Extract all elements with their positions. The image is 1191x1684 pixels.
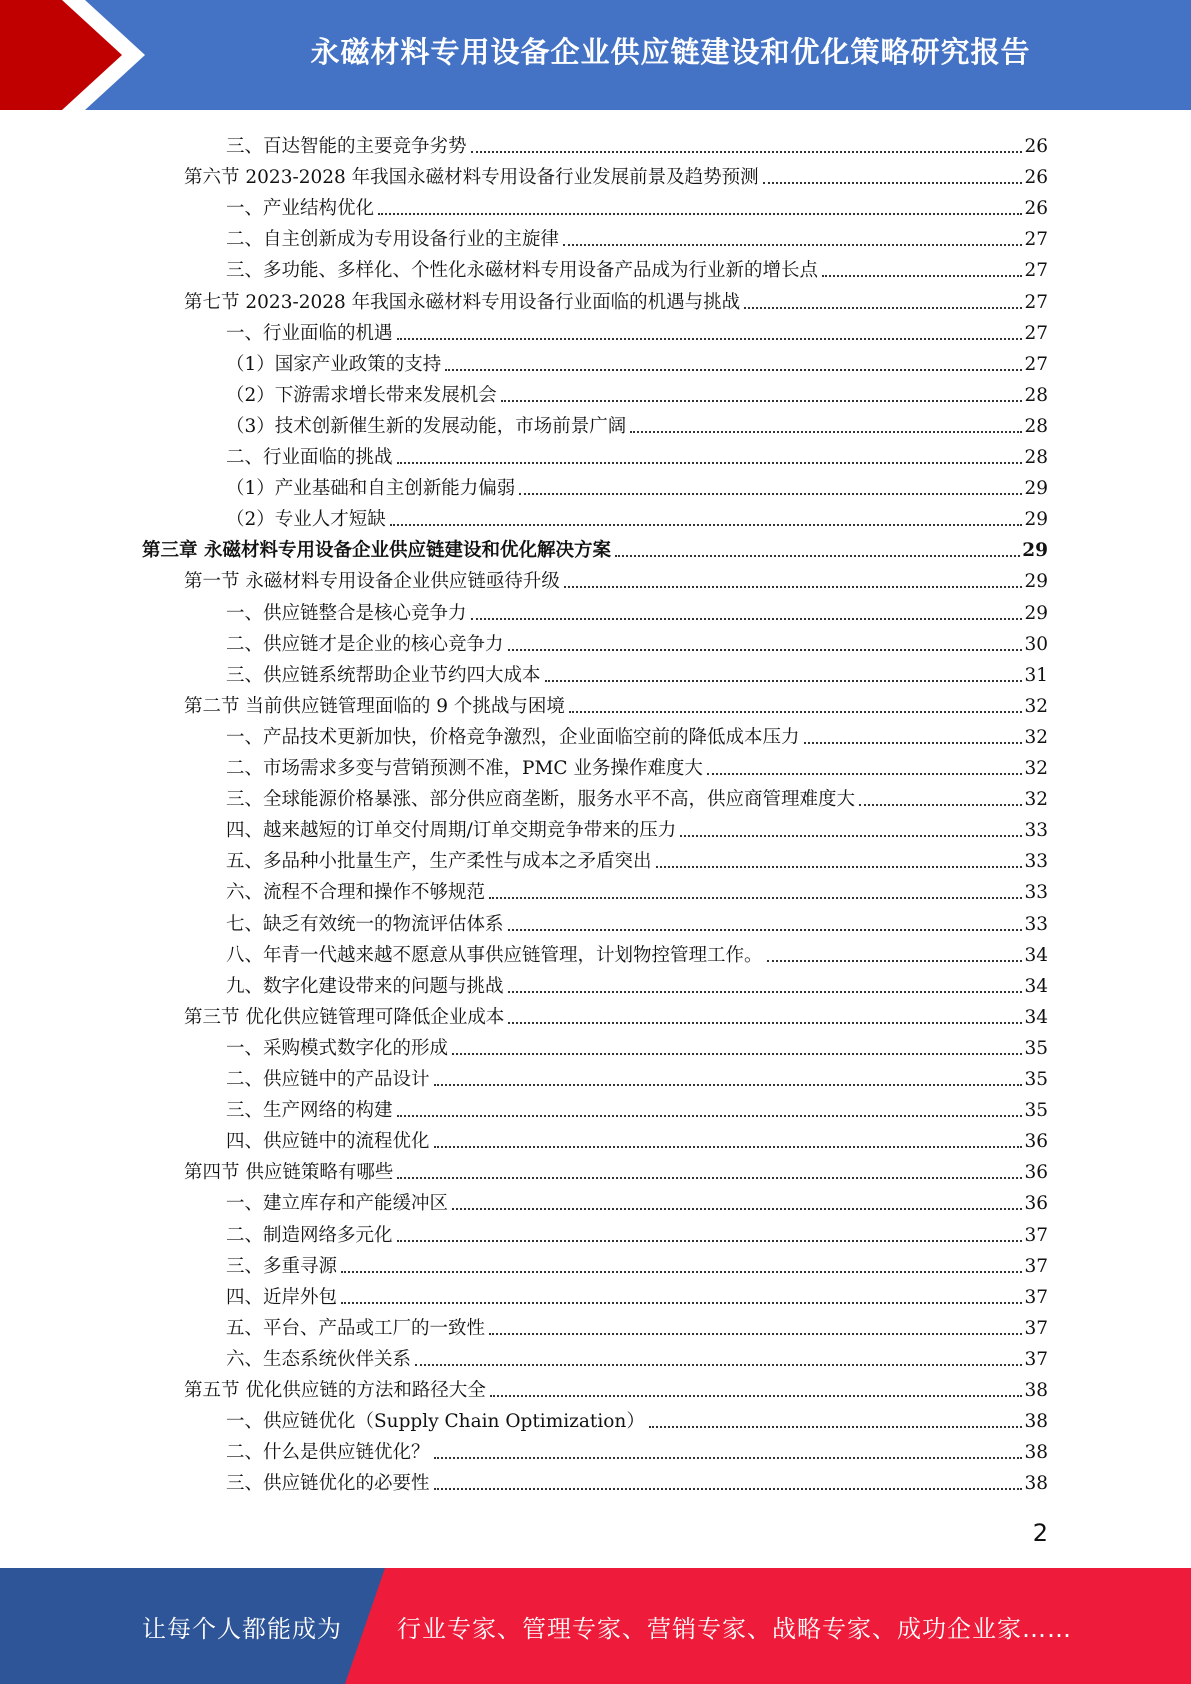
toc-dot-leader bbox=[489, 1333, 1022, 1335]
page-number: 2 bbox=[1032, 1519, 1048, 1547]
toc-dot-leader bbox=[434, 1488, 1023, 1490]
toc-dot-leader bbox=[397, 338, 1023, 340]
toc-dot-leader bbox=[434, 1146, 1023, 1148]
toc-entry-label: 六、流程不合理和操作不够规范 bbox=[226, 882, 486, 904]
toc-entry-page: 29 bbox=[1024, 509, 1048, 531]
toc-dot-leader bbox=[519, 493, 1022, 495]
toc-entry-page: 28 bbox=[1024, 415, 1048, 437]
toc-entry-page: 38 bbox=[1024, 1473, 1048, 1495]
toc-entry-label: （1）国家产业政策的支持 bbox=[226, 353, 442, 375]
toc-dot-leader bbox=[569, 711, 1023, 713]
toc-entry-label: 六、生态系统伙伴关系 bbox=[226, 1348, 412, 1370]
toc-entry-label: 第六节 2023-2028 年我国永磁材料专用设备行业发展前景及趋势预测 bbox=[184, 167, 759, 189]
toc-dot-leader bbox=[341, 1271, 1022, 1273]
page-footer bbox=[0, 1568, 1191, 1684]
toc-dot-leader bbox=[545, 680, 1023, 682]
toc-entry[interactable] bbox=[226, 811, 1048, 842]
toc-entry-label: 一、行业面临的机遇 bbox=[226, 322, 393, 344]
header-title: 永磁材料专用设备企业供应链建设和优化策略研究报告 bbox=[310, 34, 1031, 69]
toc-entry-page: 27 bbox=[1024, 353, 1048, 375]
toc-entry[interactable] bbox=[226, 936, 1048, 967]
toc-dot-leader bbox=[341, 1302, 1022, 1304]
toc-entry[interactable] bbox=[184, 1153, 1048, 1184]
toc-entry-page: 29 bbox=[1024, 478, 1048, 500]
toc-entry-page: 36 bbox=[1024, 1162, 1048, 1184]
toc-dot-leader bbox=[564, 586, 1023, 588]
toc-entry-label: 二、行业面临的挑战 bbox=[226, 447, 393, 468]
toc-entry-label: 二、自主创新成为专用设备行业的主旋律 bbox=[226, 229, 560, 251]
toc-entry[interactable] bbox=[226, 780, 1048, 811]
toc-entry-page: 27 bbox=[1024, 229, 1048, 251]
toc-entry-page: 35 bbox=[1024, 1100, 1048, 1122]
toc-entry[interactable] bbox=[226, 1247, 1048, 1278]
toc-entry-page: 38 bbox=[1024, 1442, 1048, 1464]
toc-dot-leader bbox=[680, 835, 1022, 837]
toc-entry-label: 九、数字化建设带来的问题与挑战 bbox=[226, 975, 504, 997]
toc-entry-page: 27 bbox=[1024, 260, 1048, 282]
toc-entry[interactable] bbox=[226, 407, 1048, 438]
page-header bbox=[0, 0, 1191, 110]
toc-entry-label: 三、多功能、多样化、个性化永磁材料专用设备产品成为行业新的增长点 bbox=[226, 260, 819, 282]
toc-dot-leader bbox=[649, 1426, 1023, 1428]
toc-entry[interactable] bbox=[184, 998, 1048, 1029]
toc-entry-label: （1）产业基础和自主创新能力偏弱 bbox=[226, 478, 516, 500]
toc-dot-leader bbox=[767, 960, 1023, 962]
toc-entry-label: 第四节 供应链策略有哪些 bbox=[184, 1162, 394, 1184]
toc-entry-page: 37 bbox=[1024, 1317, 1048, 1339]
toc-dot-leader bbox=[397, 1115, 1023, 1117]
toc-entry[interactable] bbox=[226, 438, 1048, 469]
toc-dot-leader bbox=[471, 151, 1023, 153]
toc-entry[interactable] bbox=[184, 687, 1048, 718]
toc-entry-label: 一、供应链优化（Supply Chain Optimization） bbox=[226, 1411, 645, 1433]
toc-dot-leader bbox=[434, 1457, 1023, 1459]
toc-dot-leader bbox=[615, 555, 1020, 557]
toc-dot-leader bbox=[397, 1177, 1022, 1179]
toc-entry[interactable] bbox=[226, 1122, 1048, 1153]
toc-entry[interactable] bbox=[226, 1309, 1048, 1340]
toc-entry-page: 32 bbox=[1024, 695, 1048, 717]
toc-entry-page: 29 bbox=[1024, 602, 1048, 624]
toc-entry[interactable] bbox=[226, 1216, 1048, 1247]
toc-entry-page: 29 bbox=[1024, 571, 1048, 593]
toc-entry[interactable] bbox=[226, 594, 1048, 625]
toc-entry[interactable] bbox=[142, 531, 1048, 562]
toc-entry-label: 二、制造网络多元化 bbox=[226, 1224, 393, 1246]
toc-entry-page: 36 bbox=[1024, 1193, 1048, 1215]
toc-entry[interactable] bbox=[226, 1060, 1048, 1091]
toc-entry[interactable] bbox=[184, 562, 1048, 593]
toc-entry-page: 35 bbox=[1024, 1037, 1048, 1059]
toc-entry[interactable] bbox=[226, 625, 1048, 656]
toc-entry[interactable] bbox=[184, 283, 1048, 314]
toc-entry-label: 三、供应链优化的必要性 bbox=[226, 1473, 430, 1495]
toc-entry-label: 一、供应链整合是核心竞争力 bbox=[226, 602, 467, 624]
toc-entry-page: 28 bbox=[1024, 447, 1048, 468]
toc-entry-label: 二、供应链才是企业的核心竞争力 bbox=[226, 633, 504, 655]
toc-entry-label: 一、建立库存和产能缓冲区 bbox=[226, 1193, 449, 1215]
toc-entry-page: 37 bbox=[1024, 1286, 1048, 1308]
toc-entry[interactable] bbox=[226, 314, 1048, 345]
toc-dot-leader bbox=[397, 1240, 1023, 1242]
toc-entry[interactable] bbox=[226, 1029, 1048, 1060]
toc-dot-leader bbox=[508, 929, 1023, 931]
toc-entry[interactable] bbox=[226, 842, 1048, 873]
toc-entry-label: 第一节 永磁材料专用设备企业供应链亟待升级 bbox=[184, 571, 560, 593]
toc-entry[interactable] bbox=[226, 376, 1048, 407]
toc-entry-page: 34 bbox=[1024, 944, 1048, 966]
toc-dot-leader bbox=[415, 1364, 1022, 1366]
toc-entry[interactable] bbox=[226, 749, 1048, 780]
toc-entry-page: 26 bbox=[1024, 136, 1048, 157]
toc-entry-label: 二、什么是供应链优化？ bbox=[226, 1442, 430, 1464]
toc-entry-page: 37 bbox=[1024, 1255, 1048, 1277]
toc-dot-leader bbox=[445, 369, 1022, 371]
toc-entry-page: 34 bbox=[1024, 1006, 1048, 1028]
toc-entry-page: 37 bbox=[1024, 1348, 1048, 1370]
toc-entry-label: （2）专业人才短缺 bbox=[226, 509, 386, 531]
toc-entry[interactable] bbox=[226, 873, 1048, 904]
toc-entry[interactable] bbox=[184, 158, 1048, 189]
toc-entry-page: 33 bbox=[1024, 851, 1048, 873]
toc-dot-leader bbox=[744, 307, 1022, 309]
toc-dot-leader bbox=[397, 462, 1023, 464]
toc-entry-label: 一、采购模式数字化的形成 bbox=[226, 1037, 449, 1059]
toc-entry-label: 四、供应链中的流程优化 bbox=[226, 1131, 430, 1153]
toc-entry-label: 二、供应链中的产品设计 bbox=[226, 1069, 430, 1090]
toc-entry-label: 第三章 永磁材料专用设备企业供应链建设和优化解决方案 bbox=[142, 540, 611, 562]
toc-entry-label: 三、全球能源价格暴涨、部分供应商垄断，服务水平不高，供应商管理难度大 bbox=[226, 789, 856, 811]
toc-entry[interactable] bbox=[226, 1464, 1048, 1495]
toc-dot-leader bbox=[452, 1053, 1022, 1055]
toc-entry[interactable] bbox=[226, 251, 1048, 282]
toc-entry-page: 32 bbox=[1024, 758, 1048, 779]
toc-entry-label: 第五节 优化供应链的方法和路径大全 bbox=[184, 1380, 486, 1401]
toc-dot-leader bbox=[489, 897, 1022, 899]
toc-entry-label: 三、供应链系统帮助企业节约四大成本 bbox=[226, 664, 541, 686]
toc-entry[interactable] bbox=[226, 1340, 1048, 1371]
toc-entry-page: 34 bbox=[1024, 975, 1048, 997]
toc-entry[interactable] bbox=[226, 656, 1048, 687]
toc-entry-label: 三、多重寻源 bbox=[226, 1255, 338, 1277]
toc-dot-leader bbox=[707, 773, 1023, 775]
toc-entry-label: 二、市场需求多变与营销预测不准，PMC 业务操作难度大 bbox=[226, 758, 703, 779]
toc-entry-label: 三、生产网络的构建 bbox=[226, 1100, 393, 1122]
toc-entry-page: 26 bbox=[1024, 198, 1048, 220]
toc-entry[interactable] bbox=[226, 1278, 1048, 1309]
toc-dot-leader bbox=[763, 182, 1023, 184]
footer-slogan-right: 行业专家、管理专家、营销专家、战略专家、成功企业家…… bbox=[397, 1614, 1072, 1643]
toc-entry[interactable] bbox=[184, 1371, 1048, 1402]
toc-entry-label: 一、产品技术更新加快，价格竞争激烈，企业面临空前的降低成本压力 bbox=[226, 726, 800, 748]
toc-entry-label: 第三节 优化供应链管理可降低企业成本 bbox=[184, 1006, 505, 1028]
toc-entry[interactable] bbox=[226, 220, 1048, 251]
toc-dot-leader bbox=[434, 1084, 1023, 1086]
toc-entry[interactable] bbox=[226, 1402, 1048, 1433]
toc-dot-leader bbox=[630, 431, 1022, 433]
toc-entry-page: 33 bbox=[1024, 820, 1048, 842]
toc-entry-page: 32 bbox=[1024, 789, 1048, 811]
toc-entry-label: 七、缺乏有效统一的物流评估体系 bbox=[226, 913, 504, 935]
toc-dot-leader bbox=[508, 1022, 1022, 1024]
toc-entry[interactable] bbox=[226, 1091, 1048, 1122]
toc-entry-page: 27 bbox=[1024, 322, 1048, 344]
toc-dot-leader bbox=[508, 649, 1023, 651]
toc-entry-label: （2）下游需求增长带来发展机会 bbox=[226, 384, 497, 406]
toc-entry-page: 27 bbox=[1024, 291, 1048, 313]
toc-dot-leader bbox=[452, 1208, 1022, 1210]
toc-dot-leader bbox=[378, 213, 1022, 215]
toc-entry-page: 35 bbox=[1024, 1069, 1048, 1090]
footer-slogan-left: 让每个人都能成为 bbox=[142, 1614, 342, 1643]
toc-entry-label: 八、年青一代越来越不愿意从事供应链管理，计划物控管理工作。 bbox=[226, 944, 763, 966]
toc-dot-leader bbox=[490, 1395, 1023, 1397]
toc-entry-page: 38 bbox=[1024, 1380, 1048, 1401]
toc-entry-page: 28 bbox=[1024, 384, 1048, 406]
toc-entry[interactable] bbox=[226, 718, 1048, 749]
toc-dot-leader bbox=[563, 244, 1022, 246]
toc-entry[interactable] bbox=[226, 905, 1048, 936]
toc-entry-page: 33 bbox=[1024, 882, 1048, 904]
toc-entry-label: 一、产业结构优化 bbox=[226, 198, 375, 220]
toc-entry-page: 37 bbox=[1024, 1224, 1048, 1246]
toc-entry[interactable] bbox=[226, 967, 1048, 998]
toc-entry[interactable] bbox=[226, 127, 1048, 158]
toc-dot-leader bbox=[656, 866, 1023, 868]
toc-dot-leader bbox=[471, 618, 1023, 620]
toc-entry-label: （3）技术创新催生新的发展动能，市场前景广阔 bbox=[226, 415, 627, 437]
header-chevron-graphic bbox=[0, 0, 150, 110]
toc-entry-label: 第二节 当前供应链管理面临的 9 个挑战与困境 bbox=[184, 695, 565, 717]
toc-entry-page: 29 bbox=[1022, 540, 1048, 562]
toc-dot-leader bbox=[859, 804, 1022, 806]
toc-entry-label: 五、平台、产品或工厂的一致性 bbox=[226, 1317, 486, 1339]
toc-entry-label: 三、百达智能的主要竞争劣势 bbox=[226, 136, 467, 157]
toc-entry-label: 五、多品种小批量生产，生产柔性与成本之矛盾突出 bbox=[226, 851, 652, 873]
toc-entry[interactable] bbox=[226, 500, 1048, 531]
toc-dot-leader bbox=[501, 400, 1023, 402]
toc-dot-leader bbox=[390, 524, 1023, 526]
toc-entry-page: 38 bbox=[1024, 1411, 1048, 1433]
toc-entry-page: 32 bbox=[1024, 726, 1048, 748]
toc-entry-page: 33 bbox=[1024, 913, 1048, 935]
toc-entry-page: 31 bbox=[1024, 664, 1048, 686]
toc-entry[interactable] bbox=[226, 189, 1048, 220]
toc-entry-label: 第七节 2023-2028 年我国永磁材料专用设备行业面临的机遇与挑战 bbox=[184, 291, 741, 313]
toc-entry-label: 四、越来越短的订单交付周期/订单交期竞争带来的压力 bbox=[226, 820, 677, 842]
toc-dot-leader bbox=[804, 742, 1023, 744]
toc-entry-page: 30 bbox=[1024, 633, 1048, 655]
toc-dot-leader bbox=[508, 991, 1023, 993]
toc-entry[interactable] bbox=[226, 1433, 1048, 1464]
toc-entry-page: 36 bbox=[1024, 1131, 1048, 1153]
toc-entry-page: 26 bbox=[1024, 167, 1048, 189]
toc-entry[interactable] bbox=[226, 345, 1048, 376]
toc-dot-leader bbox=[822, 275, 1022, 277]
toc-entry[interactable] bbox=[226, 469, 1048, 500]
toc-entry[interactable] bbox=[226, 1184, 1048, 1215]
toc-entry-label: 四、近岸外包 bbox=[226, 1286, 338, 1308]
